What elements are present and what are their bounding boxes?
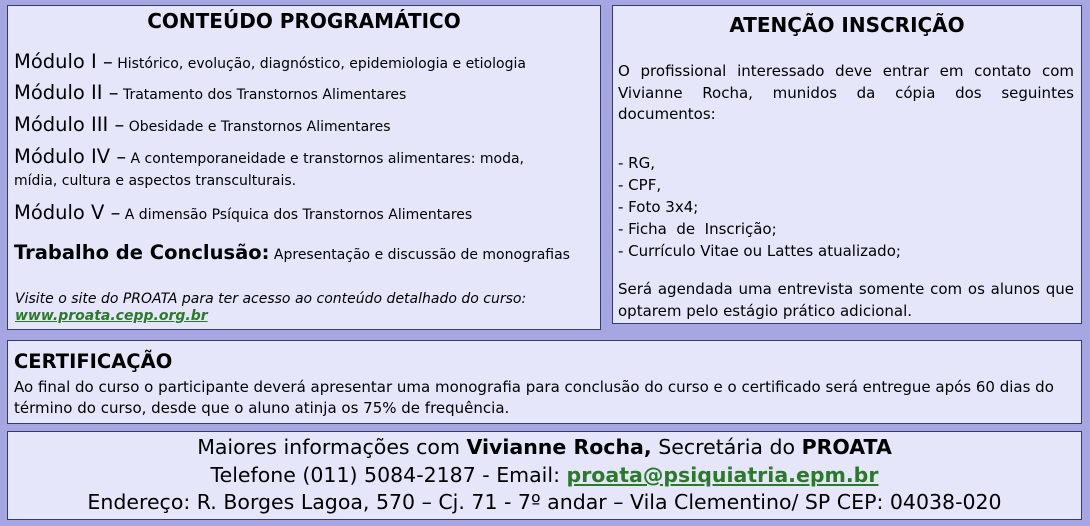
document-item: - Foto 3x4; <box>618 198 699 216</box>
website-link[interactable]: www.proata.cepp.org.br <box>15 308 208 324</box>
module-5-name: Módulo V – <box>14 201 121 224</box>
module-1-name: Módulo I – <box>14 50 113 73</box>
inscricao-panel <box>612 5 1082 324</box>
trabalho-conclusao <box>14 241 570 264</box>
module-2 <box>14 81 406 104</box>
contact-panel <box>7 431 1082 520</box>
programa-panel <box>7 5 601 330</box>
inscricao-intro: O profissional interessado deve entrar em contato com Vivianne Rocha, munidos da cópia dos seguintes documentos: <box>618 62 1074 123</box>
programa-title: CONTEÚDO PROGRAMÁTICO <box>147 9 461 33</box>
schedule-note: Será agendada uma entrevista somente com os alunos que optarem pelo estágio prático adicional. <box>618 280 1074 320</box>
inscricao-title: ATENÇÃO INSCRIÇÃO <box>729 13 965 37</box>
address-line: Endereço: R. Borges Lagoa, 570 – Cj. 71 - 7º andar – Vila Clementino/ SP CEP: 04038-020 <box>87 490 1002 514</box>
certificacao-text: Ao final do curso o participante deverá apresentar uma monografia para conclusão do curso e o certificado será entregue após 60 dias do término do curso, desde que o aluno atinja os 75% de frequência. <box>14 378 1054 417</box>
module-2-desc: Tratamento dos Transtornos Alimentares <box>122 87 407 103</box>
module-3-name: Módulo III – <box>14 113 125 136</box>
certificacao-title: CERTIFICAÇÃO <box>14 350 173 373</box>
module-5 <box>14 201 472 224</box>
email-link[interactable]: proata@psiquiatria.epm.br <box>566 463 879 487</box>
visit-text: Visite o site do PROATA para ter acesso ao conteúdo detalhado do curso: <box>15 291 527 307</box>
module-4-desc: A contemporaneidade e transtornos alimentares: moda, <box>130 151 525 167</box>
contact-prefix: Maiores informações com <box>197 435 460 459</box>
visit-note <box>15 291 595 325</box>
trabalho-name: Trabalho de Conclusão: <box>14 241 270 264</box>
module-4 <box>14 145 524 168</box>
contact-org: PROATA <box>801 435 892 459</box>
document-item: - CPF, <box>618 176 662 194</box>
document-item: - RG, <box>618 154 655 172</box>
module-1-desc: Histórico, evolução, diagnóstico, epidemiologia e etiologia <box>117 56 526 72</box>
document-list <box>618 152 901 262</box>
module-4-name: Módulo IV – <box>14 145 127 168</box>
module-5-desc: A dimensão Psíquica dos Transtornos Alimentares <box>124 207 473 223</box>
module-1 <box>14 50 526 73</box>
contact-line-1 <box>8 435 1081 459</box>
phone-text: Telefone (011) 5084-2187 - Email: <box>210 463 560 487</box>
document-item: - Currículo Vitae ou Lattes atualizado; <box>618 242 901 260</box>
certificacao-panel <box>7 340 1082 424</box>
contact-role: Secretária do <box>658 435 796 459</box>
trabalho-desc: Apresentação e discussão de monografias <box>273 247 570 263</box>
contact-line-2 <box>8 463 1081 487</box>
module-3 <box>14 113 391 136</box>
module-4-continued: mídia, cultura e aspectos transculturais. <box>14 173 297 189</box>
document-item: - Ficha de Inscrição; <box>618 220 777 238</box>
module-2-name: Módulo II – <box>14 81 119 104</box>
module-3-desc: Obesidade e Transtornos Alimentares <box>128 119 391 135</box>
contact-name: Vivianne Rocha, <box>466 435 652 459</box>
